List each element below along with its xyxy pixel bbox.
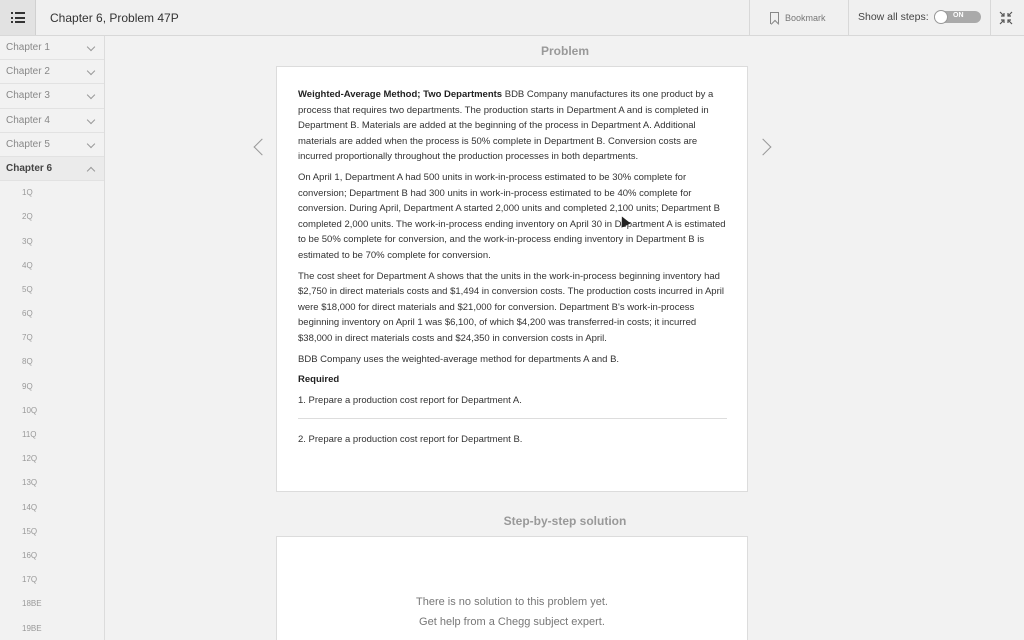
no-solution-text: There is no solution to this problem yet.	[416, 596, 608, 608]
sidebar-chapter-5[interactable]	[0, 133, 104, 157]
question-item[interactable]: 9Q	[22, 381, 33, 391]
chapter-label: Chapter 3	[6, 90, 50, 102]
chevron-down-icon	[87, 115, 95, 123]
page-title: Chapter 6, Problem 47P	[50, 11, 179, 25]
question-item[interactable]: 17Q	[22, 575, 38, 585]
chevron-down-icon	[87, 43, 95, 51]
previous-arrow-icon[interactable]	[254, 139, 271, 156]
question-item[interactable]: 7Q	[22, 333, 33, 343]
divider	[298, 418, 727, 419]
sidebar-chapter-6[interactable]	[0, 157, 104, 181]
chapter-label: Chapter 1	[6, 42, 50, 53]
problem-paragraph-3: The cost sheet for Department A shows that the units in the work-in-process beginning inventory had $2,750 in direct materials costs and $1,494 in conversion costs. The production costs incurred in April were $18,000 for direct materials and $21,000 for conversion. Department B's work-in-process beginning inventory on April 1 was $6,100, of which $4,200 was transferred-in costs; it incurred $38,000 in direct materials costs and $24,350 in conversion costs in April.	[298, 270, 724, 344]
question-item[interactable]: 3Q	[22, 236, 33, 246]
collapse-icon[interactable]	[999, 11, 1013, 25]
problem-title: Weighted-Average Method; Two Departments	[298, 89, 503, 100]
requirement-1: 1. Prepare a production cost report for Department A.	[298, 394, 522, 406]
requirement-2: 2. Prepare a production cost report for Department B.	[298, 434, 523, 446]
sidebar-chapter-2[interactable]	[0, 60, 104, 84]
question-item[interactable]: 13Q	[22, 478, 38, 488]
sidebar-chapter-4[interactable]	[0, 109, 104, 133]
question-item[interactable]: 1Q	[22, 188, 33, 198]
question-item[interactable]: 4Q	[22, 260, 33, 270]
toggle-label: ON	[953, 12, 964, 19]
header-divider	[990, 0, 991, 35]
question-item[interactable]: 2Q	[22, 212, 33, 222]
chevron-down-icon	[87, 67, 95, 75]
top-bar	[0, 0, 1024, 36]
required-text: Required	[298, 374, 340, 386]
question-item[interactable]: 8Q	[22, 357, 33, 367]
problem-paragraph-2: On April 1, Department A had 500 units in work-in-process estimated to be 30% complete for conversion; Department B had 300 units in work-in-process estimated to be 40% complete for conversion. During April, Department A started 2,000 units and completed 2,100 units; Department B completed 2,000 units. The work-in-process ending inventory on April 30 in Department A is estimated to be 50% complete for conversion, and the work-in-process ending inventory in Department B is estimated to be 70% complete for conversion.	[298, 171, 726, 261]
toggle-knob	[934, 10, 948, 24]
chapter-label: Chapter 4	[6, 114, 50, 126]
next-arrow-icon[interactable]	[755, 139, 772, 156]
expert-help-text: Get help from a Chegg subject expert.	[419, 616, 605, 628]
chevron-down-icon	[87, 140, 95, 148]
chevron-down-icon	[87, 91, 95, 99]
question-item[interactable]: 5Q	[22, 284, 33, 294]
bookmark-button[interactable]	[749, 0, 849, 35]
question-item[interactable]: 10Q	[22, 405, 38, 415]
problem-paragraph-1	[298, 87, 727, 165]
chapter-label: Chapter 6	[6, 162, 53, 174]
problem-card	[276, 66, 748, 492]
solution-card	[276, 536, 748, 640]
chapter-sidebar	[0, 36, 105, 640]
required-label	[298, 372, 727, 388]
show-steps-label: Show all steps:	[858, 11, 929, 23]
question-item[interactable]: 11Q	[22, 430, 37, 439]
main-content	[106, 36, 1024, 640]
problem-paragraph-4: BDB Company uses the weighted-average method for departments A and B.	[298, 353, 620, 365]
question-item[interactable]: 12Q	[22, 454, 38, 464]
chevron-up-icon	[87, 167, 95, 175]
show-steps-toggle[interactable]	[934, 11, 981, 23]
sidebar-chapter-3[interactable]	[0, 84, 104, 108]
problem-heading: Problem	[540, 44, 589, 58]
chapter-label: Chapter 5	[6, 138, 50, 150]
question-item[interactable]: 14Q	[22, 502, 38, 512]
sidebar-chapter-1[interactable]	[0, 36, 104, 60]
question-item[interactable]: 18BE	[22, 599, 42, 609]
menu-button[interactable]	[0, 0, 36, 35]
question-item[interactable]: 6Q	[22, 309, 33, 319]
question-item[interactable]: 16Q	[22, 550, 38, 560]
list-icon	[11, 12, 25, 23]
bookmark-icon	[770, 12, 779, 24]
bookmark-label: Bookmark	[785, 12, 826, 23]
question-item[interactable]: 19BE	[22, 623, 42, 633]
solution-heading: Step-by-step solution	[503, 514, 627, 528]
question-item[interactable]: 15Q	[22, 526, 38, 536]
chapter-label: Chapter 2	[6, 66, 50, 78]
problem-intro: BDB Company manufactures its one product by a process that requires two departments. The production starts in Department A and is completed in Department B. Materials are added at the beginning of the process in Department A. Additional materials are added when the process is 50% complete in Department B. Conversion costs are incurred proportionally throughout the production processes in both departments.	[298, 89, 714, 163]
